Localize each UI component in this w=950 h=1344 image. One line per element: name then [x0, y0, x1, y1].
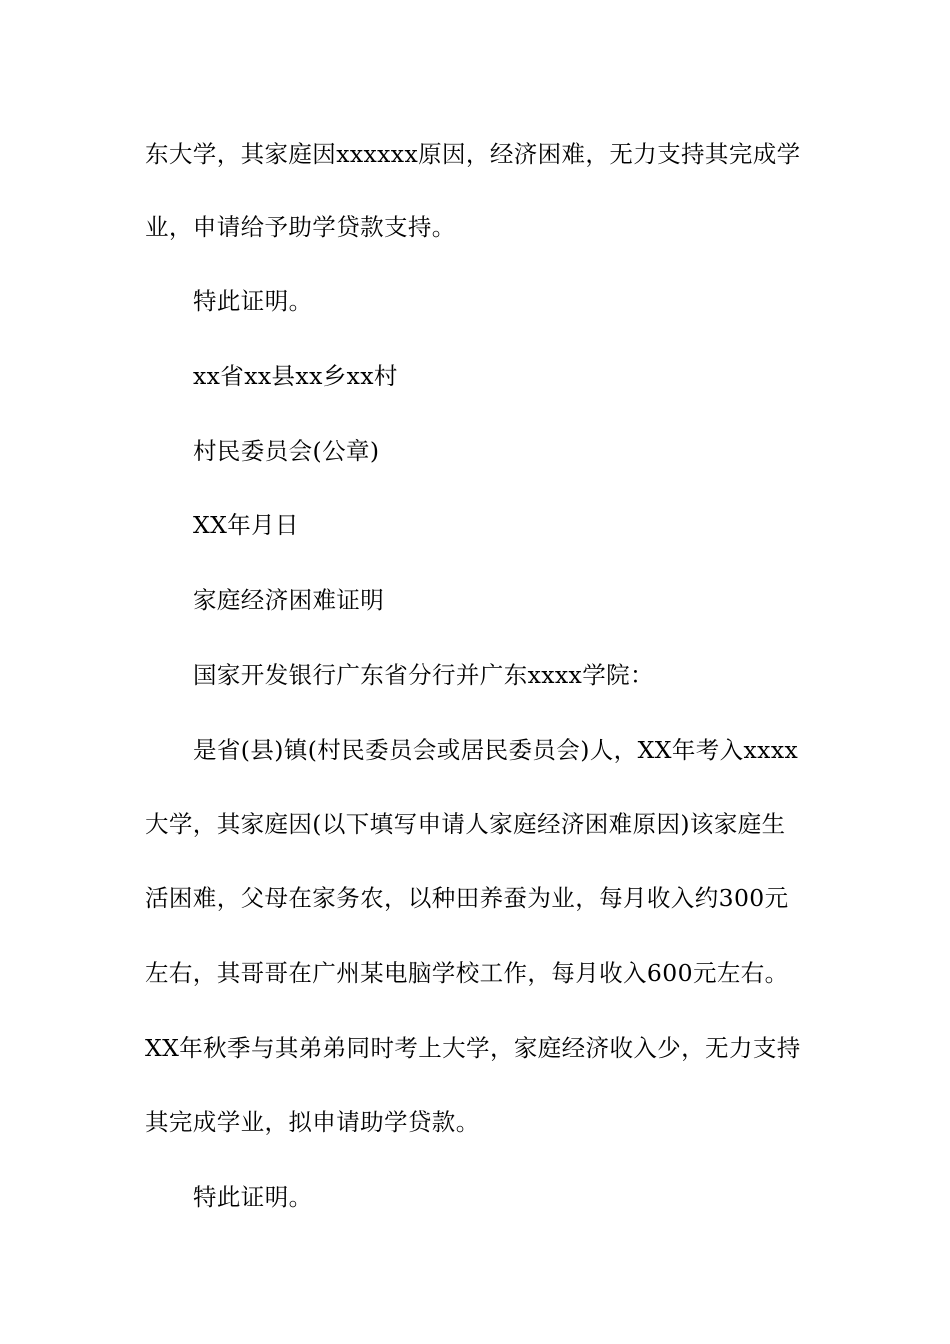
addressee-line: 国家开发银行广东省分行并广东xxxx学院：: [193, 661, 654, 689]
paragraph-line: 其完成学业，拟申请助学贷款。: [145, 1108, 480, 1136]
closing-statement: 特此证明。: [193, 1183, 313, 1211]
paragraph-line: XX年秋季与其弟弟同时考上大学，家庭经济收入少，无力支持: [145, 1034, 801, 1062]
paragraph-line: 左右，其哥哥在广州某电脑学校工作，每月收入600元左右。: [145, 959, 789, 987]
document-title: 家庭经济困难证明: [193, 586, 385, 614]
paragraph-line: 业，申请给予助学贷款支持。: [145, 213, 456, 241]
committee-seal-line: 村民委员会(公章): [193, 437, 380, 465]
paragraph-line: 活困难，父母在家务农，以种田养蚕为业，每月收入约300元: [145, 884, 789, 912]
date-line: XX年月日: [193, 511, 299, 539]
closing-statement: 特此证明。: [193, 287, 313, 315]
paragraph-line: 是省(县)镇(村民委员会或居民委员会)人，XX年考入xxxx: [193, 736, 799, 764]
paragraph-line: 大学，其家庭因(以下填写申请人家庭经济困难原因)该家庭生: [145, 810, 786, 838]
paragraph-line: 东大学，其家庭因xxxxxx原因，经济困难，无力支持其完成学: [145, 140, 801, 168]
village-address: xx省xx县xx乡xx村: [193, 362, 398, 390]
